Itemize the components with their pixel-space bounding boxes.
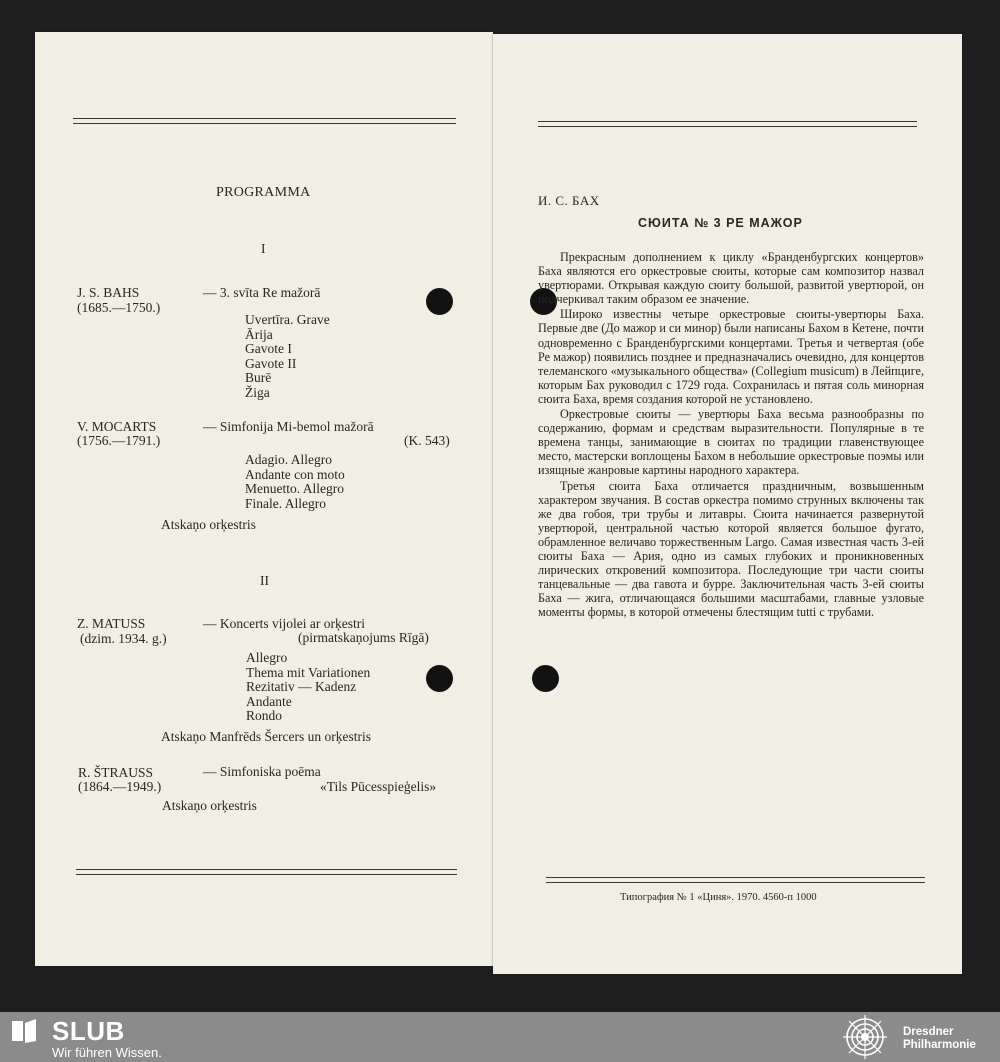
bottom-rule-right [546, 877, 925, 883]
movement: Uvertīra. Grave [245, 312, 330, 327]
slub-brand[interactable]: SLUB [52, 1016, 125, 1046]
bottom-rule-left [76, 869, 457, 875]
movement: Thema mit Variationen [246, 664, 371, 680]
composer-dates: (1685.—1750.) [77, 300, 161, 315]
movement: Ārija [245, 326, 273, 342]
movement: Rezitativ — Kadenz [246, 679, 357, 694]
slub-logo-icon [12, 1019, 36, 1043]
movement: Andante con moto [245, 466, 345, 482]
part-one-numeral: I [261, 241, 266, 256]
movement: Žiga [245, 384, 270, 400]
work-title: — 3. svīta Re mažorā [203, 285, 321, 300]
article-title: СЮИТА № 3 РЕ МАЖОР [638, 216, 803, 230]
work-title: — Koncerts vijolei ar orķestri [203, 616, 365, 631]
punch-hole [426, 288, 453, 315]
work-title: — Simfoniska poēma [203, 764, 321, 779]
composer-name: V. MOCARTS [77, 419, 157, 434]
printer-imprint: Типография № 1 «Циня». 1970. 4560-п 1000 [620, 892, 817, 903]
movement: Andante [246, 693, 292, 709]
performer-line: Atskaņo orķestris [161, 517, 256, 532]
philharmonie-logo-icon [840, 1013, 890, 1061]
article-body [538, 250, 924, 620]
performer-line: Atskaņo Manfrēds Šercers un orķestris [161, 729, 371, 744]
punch-hole [426, 665, 453, 692]
movement-list [245, 453, 345, 511]
article-paragraph: Третья сюита Баха отличается праздничным, возвышенным характером звучания. В состав оркестра помимо струнных включены так же два гобоя, три трубы и литавры. Сюита начинается развернутой увертюрой, центральной частью которой является большое фугато, обрамленное величаво торжественным Largo. Самая известная часть 3-ей сюиты Баха — Ария, одно из самых глубоких и проникновенных лирических откровений композитора. Последующие три части сюиты танцевальные — два гавота и бурре. Заключительная часть 3-ей сюиты Баха — жига, отличающаяся большими масштабами, главные узловые моменты формы, в которой отмечены блестящим tutti с трубами. [538, 478, 924, 620]
work-subtitle: (pirmatskaņojums Rīgā) [298, 630, 429, 645]
part-two-numeral: II [260, 573, 269, 588]
article-paragraph: Оркестровые сюиты — увертюры Баха весьма разнообразны по содержанию, формам и средствам выразительности. Популярные в те времена танцы, занимающие в сюитах по традиции главенствующее место, мастерски воплощены Бахом в небольшие оркестровые поэмы или изящные жанровые картины народного характера. [538, 407, 924, 478]
programme-heading: PROGRAMMA [216, 185, 311, 200]
work-title: — Simfonija Mi-bemol mažorā [203, 419, 374, 434]
movement: Adagio. Allegro [245, 452, 332, 467]
movement-list [246, 651, 370, 724]
movement: Rondo [246, 708, 283, 723]
article-paragraph: Прекрасным дополнением к циклу «Бранденбургских концертов» Баха являются его оркестровые сюиты, которые сам композитор назвал увертюрами. Открывая каждую сюиту большой, развитой увертюрой, он подчеркивал таким образом ее значение. [538, 250, 924, 307]
movement: Menuetto. Allegro [245, 481, 344, 496]
movement-list [245, 313, 330, 400]
article-author: И. С. БАХ [538, 193, 600, 208]
performer-line: Atskaņo orķestris [162, 798, 257, 813]
work-subtitle: «Tils Pūcesspieģelis» [320, 779, 437, 794]
composer-name: R. ŠTRAUSS [78, 765, 154, 780]
movement: Finale. Allegro [245, 495, 326, 511]
composer-dates: (1864.—1949.) [78, 779, 162, 794]
composer-dates: (1756.—1791.) [77, 433, 161, 448]
philharmonie-line: Dresdner [903, 1026, 954, 1038]
top-rule-left [73, 118, 456, 124]
composer-name: Z. MATUSS [77, 616, 146, 631]
article-paragraph: Широко известны четыре оркестровые сюиты-увертюры Баха. Первые две (До мажор и си минор) были написаны Бахом в Кетене, почти одновременно с Бранденбургскими концертами. Третья и четвертая (обе Ре мажор) появились позднее и предназначались очевидно, для концертов телеманского «музыкального общества» (Collegium musicum) в Лейпциге, которым Бах руководил с 1729 года. Сохранилась и пятая соль минорная сюита Баха, время создания которой не установлено. [538, 307, 924, 406]
philharmonie-line: Philharmonie [903, 1039, 976, 1051]
movement: Burē [245, 370, 272, 385]
philharmonie-brand[interactable] [903, 1026, 976, 1052]
slub-tagline: Wir führen Wissen. [52, 1045, 162, 1060]
composer-dates: (dzim. 1934. g.) [80, 631, 167, 646]
movement: Gavote II [245, 355, 297, 371]
composer-name: J. S. BAHS [77, 285, 140, 300]
movement: Gavote I [245, 341, 292, 356]
catalog-number: (K. 543) [404, 433, 450, 448]
top-rule-right [538, 121, 917, 127]
punch-hole [532, 665, 559, 692]
movement: Allegro [246, 650, 288, 665]
